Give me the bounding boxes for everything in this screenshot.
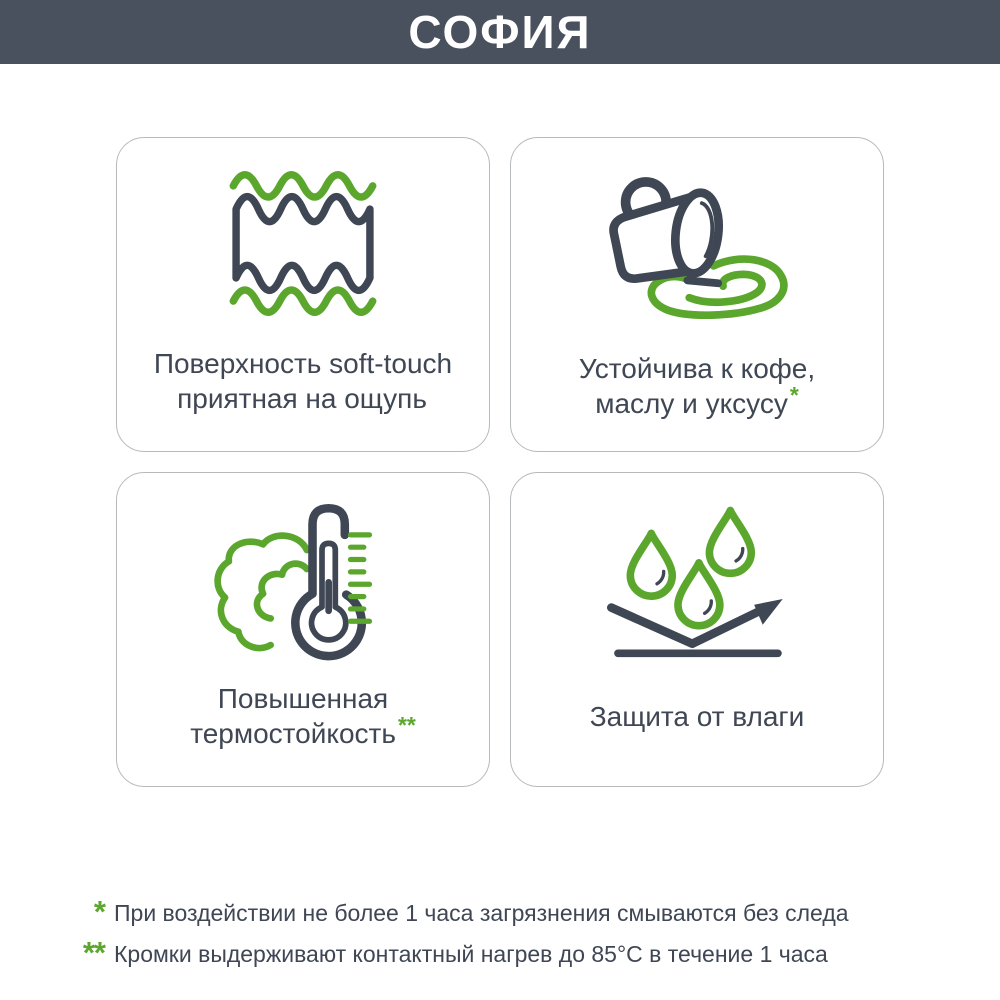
water-drops-bounce-icon — [597, 493, 797, 665]
water-drop — [630, 533, 672, 596]
footnote-ref: ** — [397, 711, 416, 738]
footnotes — [70, 894, 930, 970]
feature-caption: Защита от влаги — [589, 700, 805, 732]
feature-card-heat-resistant — [116, 472, 490, 787]
scale-ticks — [351, 534, 370, 620]
feature-caption: Повышенная термостойкость** — [190, 683, 416, 749]
feature-card-moisture-protection — [510, 472, 884, 787]
water-drop — [678, 562, 720, 625]
footnote-text: При воздействии не более 1 часа загрязнения смываются без следа — [114, 900, 849, 926]
product-title: СОФИЯ — [408, 6, 592, 58]
soft-touch-surface-icon — [224, 169, 382, 318]
footnote-marker: * — [93, 894, 105, 929]
feature-card-soft-touch — [116, 137, 490, 452]
title-bar — [0, 0, 1000, 64]
water-drop — [709, 510, 751, 573]
arrowhead — [754, 599, 783, 625]
footnote-ref: * — [789, 381, 799, 408]
feature-card-stain-resistant — [510, 137, 884, 452]
spilled-cup-icon — [581, 152, 813, 345]
footnote-1 — [70, 894, 930, 929]
feature-caption: Устойчива к кофе, маслу и уксусу* — [578, 353, 816, 419]
footnote-text: Кромки выдерживают контактный нагрев до 85°С в течение 1 часа — [114, 941, 828, 967]
footnote-2 — [70, 935, 930, 970]
footnote-marker: ** — [82, 935, 105, 970]
thermometer-steam-icon — [208, 491, 398, 667]
feature-caption: Поверхность soft-touch приятная на ощупь — [153, 348, 453, 414]
feature-grid — [116, 137, 884, 787]
